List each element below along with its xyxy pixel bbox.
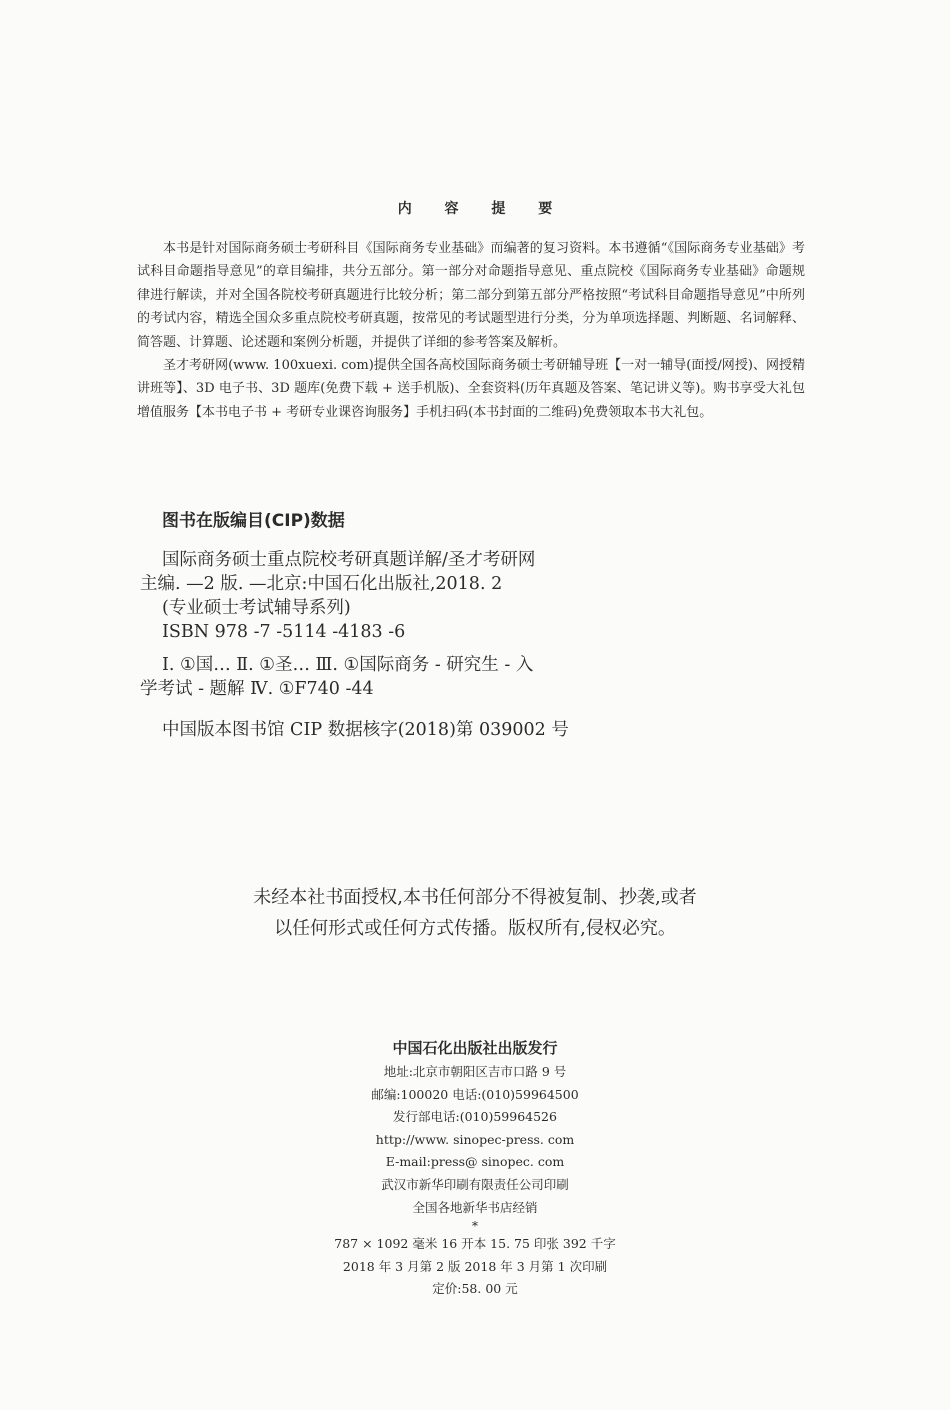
copyright-line-2: 以任何形式或任何方式传播。版权所有,侵权必究。 bbox=[274, 918, 676, 939]
copyright-notice bbox=[0, 882, 950, 944]
publisher-sales-phone: 发行部电话:(010)59964526 bbox=[393, 1109, 557, 1125]
cip-check-number: 中国版本图书馆 CIP 数据核字(2018)第 039002 号 bbox=[162, 720, 569, 740]
publisher-name: 中国石化出版社出版发行 bbox=[392, 1039, 558, 1057]
publisher-postcode-phone: 邮编:100020 电话:(010)59964500 bbox=[371, 1086, 579, 1102]
printer-name: 武汉市新华印刷有限责任公司印刷 bbox=[381, 1176, 569, 1192]
cip-record bbox=[140, 548, 660, 644]
summary-heading: 内 容 提 要 bbox=[397, 201, 567, 217]
separator-asterisk: * bbox=[472, 1219, 478, 1234]
cip-class-line-1: Ⅰ. ①国… Ⅱ. ①圣… Ⅲ. ①国际商务 - 研究生 - 入 bbox=[162, 655, 534, 675]
publisher-info bbox=[0, 1035, 950, 1301]
book-format: 787 × 1092 毫米 16 开本 15. 75 印张 392 千字 bbox=[334, 1236, 616, 1252]
publisher-website: http://www. sinopec-press. com bbox=[375, 1131, 575, 1147]
distributor-name: 全国各地新华书店经销 bbox=[412, 1199, 538, 1215]
summary-paragraph-1: 本书是针对国际商务硕士考研科目《国际商务专业基础》而编著的复习资料。本书遵循“《国际商务专业基础》考试科目命题指导意见”的章目编排，共分五部分。第一部分对命题指导意见、重点院校《国际商务专业基础》命题规律进行解读，并对全国各院校考研真题进行比较分析；第二部分到第五部分严格按照“考试科目命题指导意见”中所列的考试内容，精选全国众多重点院校考研真题，按常见的考试题型进行分类，分为单项选择题、判断题、名词解释、简答题、计算题、论述题和案例分析题，并提供了详细的参考答案及解析。 bbox=[137, 241, 805, 350]
cip-heading: 图书在版编目(CIP)数据 bbox=[162, 511, 345, 531]
publisher-address: 地址:北京市朝阳区吉市口路 9 号 bbox=[383, 1064, 567, 1079]
cip-title-line: 国际商务硕士重点院校考研真题详解/圣才考研网 bbox=[162, 550, 536, 570]
copyright-line-1: 未经本社书面授权,本书任何部分不得被复制、抄袭,或者 bbox=[253, 887, 697, 908]
summary-paragraph-2: 圣才考研网(www. 100xuexi. com)提供全国各高校国际商务硕士考研辅导班【一对一辅导(面授/网授)、网授精讲班等】、3D 电子书、3D 题库(免费下载 + 送手机版)、全套资料(历年真题及答案、笔记讲义等)。购书享受大礼包增值服务【本书电子书 + 考研专业课咨询服务】手机扫码(本书封面的二维码)免费领取本书大礼包。 bbox=[137, 358, 805, 420]
cip-edition-line: 主编. —2 版. —北京:中国石化出版社,2018. 2 bbox=[140, 574, 503, 594]
summary-body bbox=[137, 237, 805, 424]
edition-print-info: 2018 年 3 月第 2 版 2018 年 3 月第 1 次印刷 bbox=[342, 1258, 608, 1274]
cip-isbn-line: ISBN 978 -7 -5114 -4183 -6 bbox=[162, 622, 406, 642]
cip-series-line: (专业硕士考试辅导系列) bbox=[162, 598, 351, 618]
cip-classification bbox=[140, 653, 660, 701]
book-price: 定价:58. 00 元 bbox=[432, 1281, 518, 1297]
cip-class-line-2: 学考试 - 题解 Ⅳ. ①F740 -44 bbox=[140, 679, 374, 699]
publisher-email: E-mail:press@ sinopec. com bbox=[385, 1154, 565, 1170]
